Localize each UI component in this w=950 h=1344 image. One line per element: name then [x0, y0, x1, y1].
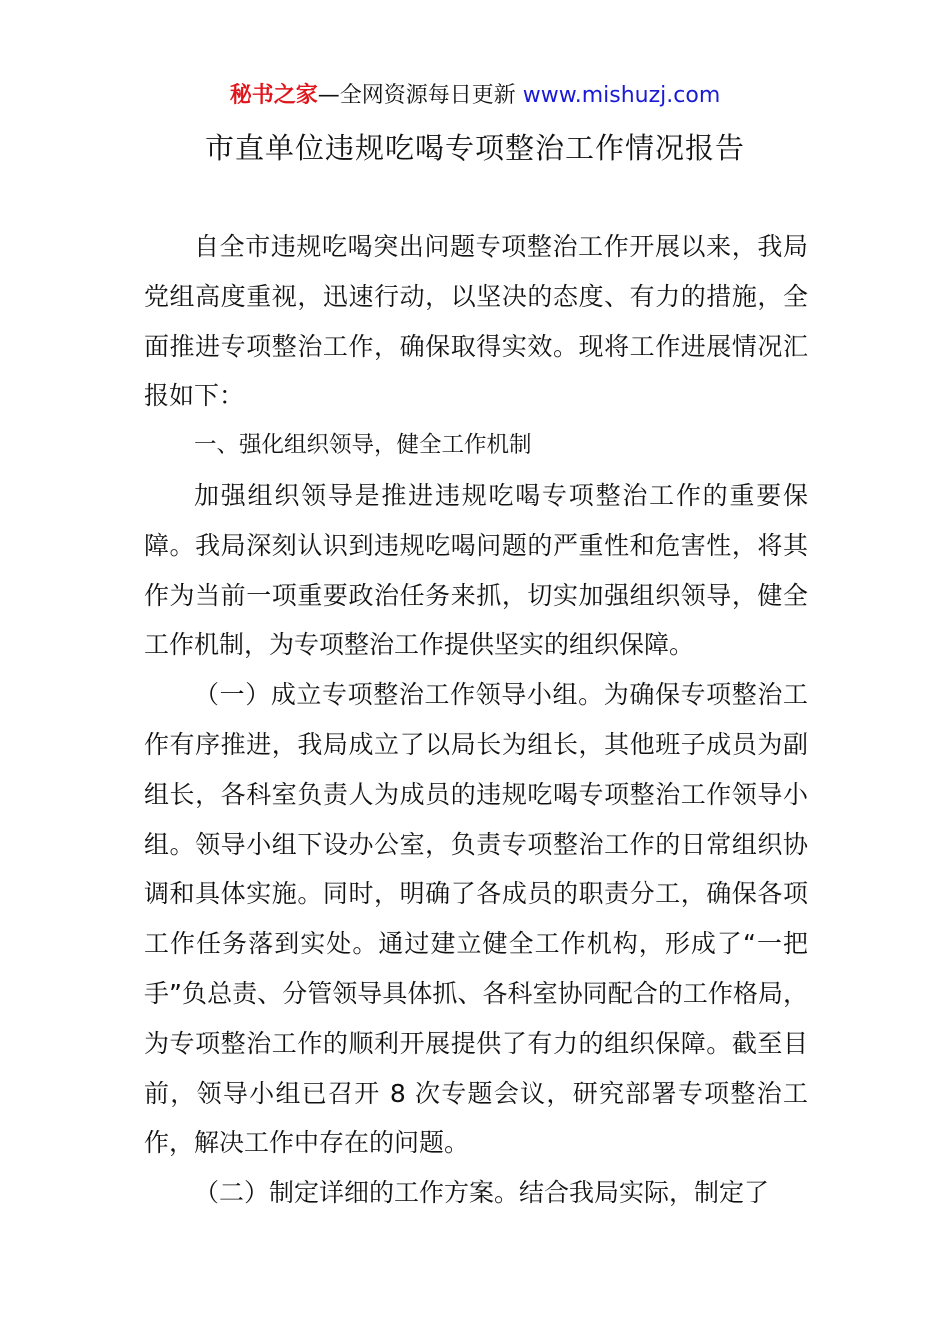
- document-title: 市直单位违规吃喝专项整治工作情况报告: [204, 131, 745, 165]
- section-1-paragraph: 加强组织领导是推进违规吃喝专项整治工作的重要保障。我局深刻认识到违规吃喝问题的严重性和危害性，将其作为当前一项重要政治任务来抓，切实加强组织领导，健全工作机制，为专项整治工作提供坚实的组织保障。: [144, 480, 808, 660]
- site-header: [0, 80, 950, 112]
- brand-name: 秘书之家: [229, 83, 318, 108]
- subsection-1-paragraph: （一）成立专项整治工作领导小组。为确保专项整治工作有序推进，我局成立了以局长为组长，其他班子成员为副组长，各科室负责人为成员的违规吃喝专项整治工作领导小组。领导小组下设办公室，负责专项整治工作的日常组织协调和具体实施。同时，明确了各成员的职责分工，确保各项工作任务落到实处。通过建立健全工作机构，形成了“一把手”负总责、分管领导具体抓、各科室协同配合的工作格局，为专项整治工作的顺利开展提供了有力的组织保障。截至目前，领导小组已召开 8 次专题会议，研究部署专项整治工作，解决工作中存在的问题。: [144, 680, 808, 1158]
- subsection-2-paragraph: （二）制定详细的工作方案。结合我局实际，制定了: [194, 1178, 770, 1208]
- section-heading-1: 一、强化组织领导，健全工作机制: [194, 432, 532, 459]
- intro-paragraph: 自全市违规吃喝突出问题专项整治工作开展以来，我局党组高度重视，迅速行动，以坚决的态度、有力的措施，全面推进专项整治工作，确保取得实效。现将工作进展情况汇报如下：: [144, 232, 808, 411]
- header-tagline: —全网资源每日更新: [317, 83, 523, 108]
- document-body: [144, 222, 808, 1218]
- site-url-link[interactable]: www.mishuzj.com: [522, 83, 721, 108]
